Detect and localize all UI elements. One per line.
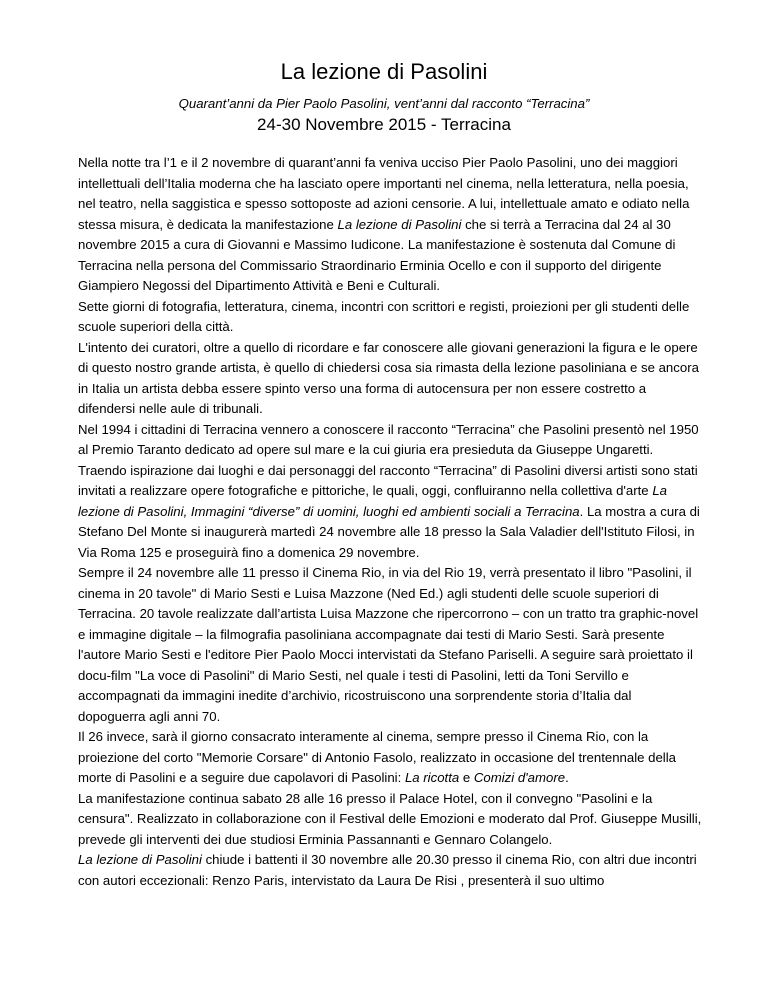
paragraph-closing (78, 850, 702, 891)
document-title: La lezione di Pasolini (280, 59, 488, 84)
exhibition-title-italic: La lezione di Pasolini, Immagini “diverse” di uomini, luoghi ed ambienti sociali a Terracina (78, 483, 667, 519)
text-run: chiude i battenti il 30 novembre alle 20.30 presso il cinema Rio, con altri due incontri con autori eccezionali: Renzo Paris, intervistato da Laura De Risi , presenterà il suo ultimo (78, 852, 697, 888)
text-run: Nella notte tra l’1 e il 2 novembre di quarant’anni fa veniva ucciso Pier Paolo Pasolini, uno dei maggiori intellettuali dell’Italia moderna che ha lasciato opere importanti nel cinema, nella letteratura, nella poesia, nel teatro, nella saggistica e spesso sottoposte ad azioni censorie. A lui, intellettuale amato e odiato nella stessa misura, è dedicata la manifestazione (78, 155, 690, 232)
text-run: e (459, 770, 474, 785)
event-dates: 24-30 Novembre 2015 - Terracina (257, 115, 511, 134)
text-run: Il 26 invece, sarà il giorno consacrato interamente al cinema, sempre presso il Cinema Rio, con la proiezione del corto "Memorie Corsare" di Antonio Fasolo, realizzato in occasione del trentennale della morte di Pasolini e a seguire due capolavori di Pasolini: (78, 729, 677, 785)
article-body (78, 153, 702, 891)
text-run: . La mostra a cura di Stefano Del Monte si inaugurerà martedì 24 novembre alle 18 presso la Sala Valadier dell'Istituto Filosi, in Via Roma 125 e proseguirà fino a domenica 29 novembre. (78, 503, 700, 560)
document-subtitle: Quarant’anni da Pier Paolo Pasolini, vent’anni dal racconto “Terracina” (178, 96, 590, 111)
paragraph-exhibition (78, 420, 702, 564)
text-run: . (565, 770, 569, 785)
film-title-italic: Comizi d'amore (473, 770, 566, 785)
film-title-italic: La ricotta (404, 770, 460, 785)
text-run: Nel 1994 i cittadini di Terracina vennero a conoscere il racconto “Terracina” che Pasolini presentò nel 1950 al Premio Taranto dedicato ad opere sul mare e la cui giuria era presieduta da Giuseppe Ungaretti. Traendo ispirazione dai luoghi e dai personaggi del racconto “Terracina” di Pasolini diversi artisti sono stati invitati a realizzare opere fotografiche e pittoriche, le quali, oggi, confluiranno nella collettiva d'arte (78, 421, 699, 498)
paragraph-program: Sette giorni di fotografia, letteratura, cinema, incontri con scrittori e registi, proiezioni per gli studenti delle scuole superiori della città. (78, 298, 690, 334)
paragraph-cinema-day (78, 727, 702, 789)
text-run: che si terrà a Terracina dal 24 al 30 novembre 2015 a cura di Giovanni e Massimo Iudicone. La manifestazione è sostenuta dal Comune di Terracina nella persona del Commissario Straordinario Erminia Ocello e con il supporto del dirigente Giampiero Negossi del Dipartimento Attività e Beni e Culturali. (78, 216, 676, 293)
paragraph-intro (78, 153, 702, 297)
paragraph-book-presentation: Sempre il 24 novembre alle 11 presso il Cinema Rio, in via del Rio 19, verrà presentato il libro "Pasolini, il cinema in 20 tavole" di Mario Sesti e Luisa Mazzone (Ned Ed.) agli studenti delle scuole superiori di Terracina. 20 tavole realizzate dall’artista Luisa Mazzone che ripercorrono – con un tratto tra graphic-novel e immagine digitale – la filmografia pasoliniana accompagnate dai testi di Mario Sesti. Sarà presente l'autore Mario Sesti e l'editore Pier Paolo Mocci intervistati da Stefano Pariselli. A seguire sarà proiettato il docu-film "La voce di Pasolini" di Mario Sesti, nel quale i testi di Pasolini, letti da Toni Servillo e accompagnati da immagini inedite d’archivio, ricostruiscono una sorprendente storia d’Italia dal dopoguerra agli anni 70. (78, 565, 699, 724)
event-title-italic: La lezione di Pasolini (337, 216, 462, 232)
event-title-italic: La lezione di Pasolini (78, 852, 202, 867)
paragraph-conference: La manifestazione continua sabato 28 alle 16 presso il Palace Hotel, con il convegno "Pasolini e la censura". Realizzato in collaborazione con il Festival delle Emozioni e moderato dal Prof. Giuseppe Musilli, prevede gli interventi dei due studiosi Erminia Passannanti e Gennaro Colangelo. (78, 790, 702, 847)
paragraph-intent: L'intento dei curatori, oltre a quello di ricordare e far conoscere alle giovani generazioni la figura e le opere di questo nostro grande artista, è quello di chiedersi cosa sia rimasta della lezione pasoliniana e se ancora in Italia un artista debba essere spinto verso una forma di autocensura per non essere costretto a difendersi nelle aule di tribunali. (78, 339, 699, 416)
